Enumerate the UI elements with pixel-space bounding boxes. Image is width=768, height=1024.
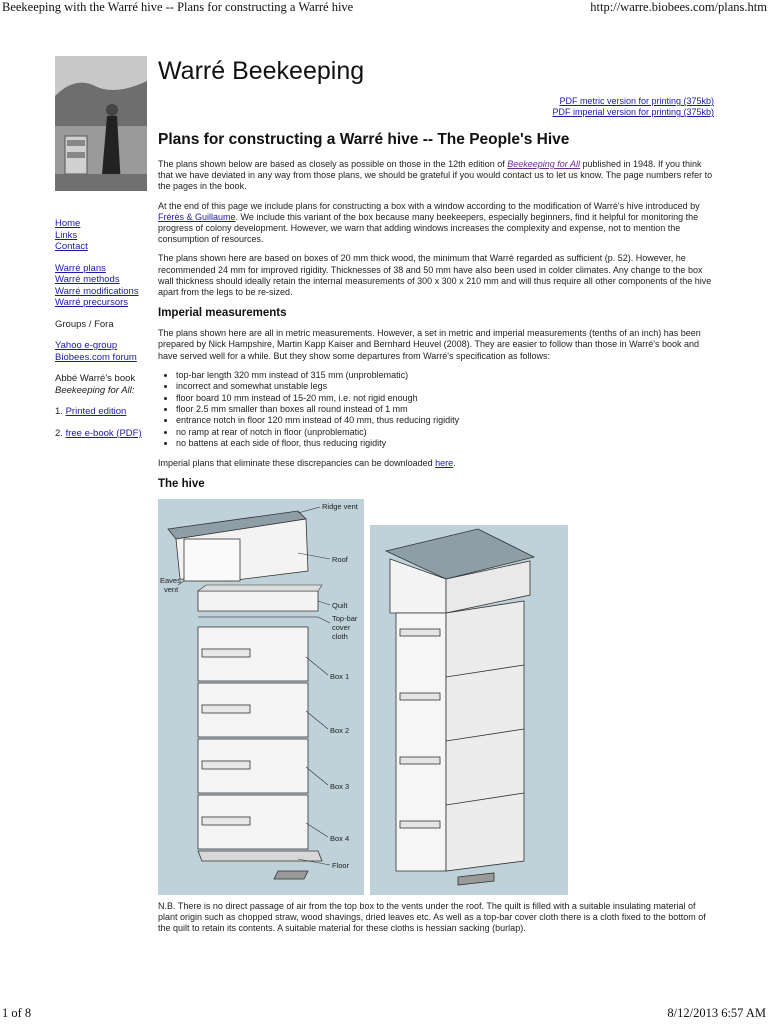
print-header-url: http://warre.biobees.com/plans.htm [590, 0, 767, 14]
sidebar-link-home[interactable]: Home [55, 218, 81, 229]
label-box-2: Box 2 [330, 725, 350, 735]
sidebar-link-links[interactable]: Links [55, 229, 78, 241]
intro-paragraph-3: The plans shown here are based on boxes of 20 mm thick wood, the minimum that Warré regarded as sufficient (p. 52). However, he recommended 24 mm for improved rigidity. Thicknesses of 38 and 50 mm have also been used in colder climates. Any change to the box wall thickness should ideally retain the internal measurements of 300 x 300 x 210 mm and will thus require all other components of the hive apart from the legs to be re-sized. [158, 253, 712, 298]
label-quilt: Quilt [332, 600, 348, 610]
label-ridge-vent: Ridge vent [322, 501, 358, 511]
page-title: Plans for constructing a Warré hive -- The People's Hive [158, 131, 570, 148]
discrepancy-list [158, 370, 714, 450]
sidebar-book-item-2 [55, 428, 150, 440]
print-datetime: 8/12/2013 6:57 AM [667, 1006, 766, 1020]
label-top-bar-cloth-2: cover [332, 622, 351, 632]
sidebar-book-label: Abbé Warré's book [55, 373, 136, 384]
sidebar-link-methods[interactable]: Warré methods [55, 274, 120, 285]
hive-diagram [158, 499, 568, 895]
label-top-bar-cloth-3: cloth [332, 631, 348, 641]
site-title: Warré Beekeeping [158, 57, 365, 85]
intro-paragraph-2 [158, 201, 714, 246]
list-item: • no ramp at rear of notch in floor (unproblematic) [176, 427, 714, 438]
sidebar-link-ebook[interactable]: free e-book (PDF) [65, 427, 142, 439]
imperial-paragraph: The plans shown here are all in metric measurements. However, a set in metric and imperial measurements (tenths of an inch) has been prepared by Nick Hampshire, Martin Kapp Kaiser and Bernhard Heuvel (2008). They are easier to follow than those in Warré's book and have served well for a while. But they show some departures from Warré's specification as follows: [158, 328, 701, 361]
main-content [158, 56, 714, 943]
sidebar-link-yahoo-group[interactable]: Yahoo e-group [55, 340, 118, 351]
imperial-download-paragraph [158, 458, 714, 469]
sidebar [55, 218, 150, 449]
imperial-plans-link[interactable]: here [435, 457, 454, 468]
list-item: • entrance notch in floor 120 mm instead of 40 mm, thus reducing rigidity [176, 415, 714, 426]
text: . [453, 457, 456, 468]
label-top-bar-cloth: Top-bar [332, 613, 358, 623]
label-box-3: Box 3 [330, 781, 350, 791]
list-item: • top-bar length 320 mm instead of 315 mm (unproblematic) [176, 370, 714, 381]
imperial-heading: Imperial measurements [158, 307, 287, 320]
page-number: 1 of 8 [2, 1006, 32, 1020]
print-footer [0, 1006, 768, 1024]
label-box-4: Box 4 [330, 833, 350, 843]
sidebar-link-forum[interactable]: Biobees.com forum [55, 351, 137, 363]
text: published in 1948. If you think that we have deviated in any way from those plans, we should be grateful if you would contact us to let us know. The page numbers refer to the pages in the book. [158, 159, 713, 192]
label-eaves-vent: Eaves [160, 575, 181, 585]
intro-paragraph-1 [158, 159, 714, 193]
label-eaves-vent-2: vent [164, 584, 179, 594]
pdf-links [158, 96, 714, 118]
hive-heading: The hive [158, 477, 205, 490]
pdf-imperial-link[interactable]: PDF imperial version for printing (375kb) [552, 107, 714, 117]
text: . We include this variant of the box because many beekeepers, especially beginners, find it helpful for monitoring the progress of colony development. However, we warn that adding windows increases the complexity and expense, not to mention the consumption of resources. [158, 211, 699, 245]
sidebar-link-contact[interactable]: Contact [55, 241, 88, 252]
freres-guillaume-link[interactable]: Frérès & Guillaume [158, 211, 236, 222]
sidebar-book-title: Beekeeping for All: [55, 384, 135, 396]
sidebar-link-modifications[interactable]: Warré modifications [55, 285, 139, 297]
label-roof: Roof [332, 554, 348, 564]
sidebar-book-item-1 [55, 406, 150, 418]
book-link[interactable]: Beekeeping for All [507, 159, 580, 169]
text: At the end of this page we include plans for constructing a box with a window according to the modification of Warré's hive introduced by [158, 200, 700, 211]
sidebar-groups [55, 340, 150, 363]
list-item: • floor 2.5 mm smaller than boxes all round instead of 1 mm [176, 404, 714, 415]
label-box-1: Box 1 [330, 671, 350, 681]
hive-note: N.B. There is no direct passage of air from the top box to the vents under the roof. The quilt is filled with a suitable insulating material of plant origin such as chopped straw, wood shavings, dried leaves etc. As well as a top-bar cover cloth there is a cloth fixed to the bottom of the quilt to retain its contents. A suitable material for these cloths is hessian sacking (burlap). [158, 900, 706, 934]
list-item: • incorrect and somewhat unstable legs [176, 381, 714, 392]
sidebar-groups-label: Groups / Fora [55, 318, 114, 330]
print-header [0, 0, 768, 18]
portrait-photo [55, 56, 147, 191]
text: Imperial plans that eliminate these discrepancies can be downloaded [158, 457, 436, 468]
list-item: • floor board 10 mm instead of 15-20 mm, i.e. not rigid enough [176, 393, 714, 404]
sidebar-book-num: 1. [55, 406, 63, 417]
list-item: • no battens at each side of floor, thus reducing rigidity [176, 438, 714, 449]
sidebar-link-printed-edition[interactable]: Printed edition [65, 406, 127, 417]
label-floor: Floor [332, 860, 350, 870]
sidebar-link-plans[interactable]: Warré plans [55, 262, 106, 274]
pdf-metric-link[interactable]: PDF metric version for printing (375kb) [559, 96, 714, 106]
text: The plans shown below are based as closely as possible on those in the 12th edition of [158, 159, 508, 169]
sidebar-book [55, 373, 150, 396]
print-header-title: Beekeeping with the Warré hive -- Plans for constructing a Warré hive [2, 0, 354, 14]
sidebar-book-num: 2. [55, 427, 63, 439]
sidebar-link-precursors[interactable]: Warré precursors [55, 297, 129, 308]
sidebar-plans [55, 263, 150, 309]
sidebar-nav [55, 218, 150, 253]
